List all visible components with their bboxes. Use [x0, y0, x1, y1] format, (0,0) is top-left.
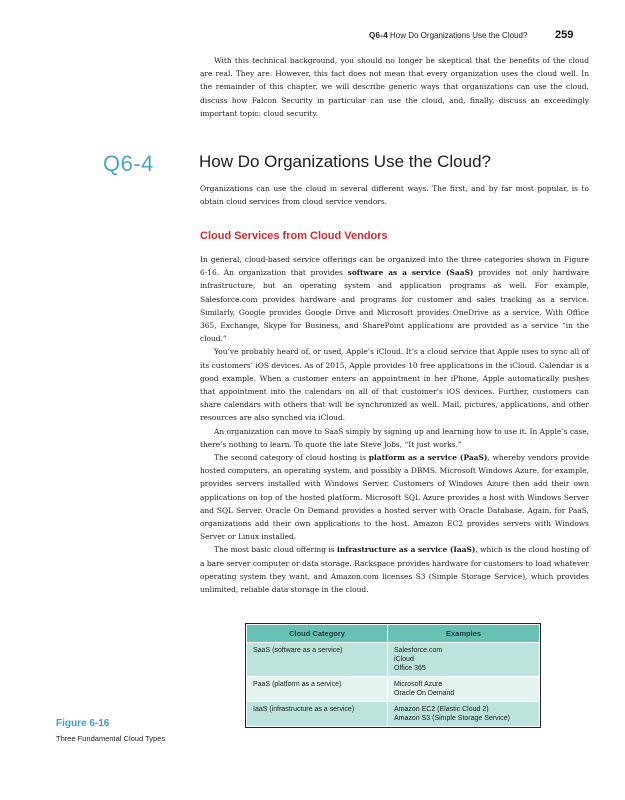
example-item: Microsoft Azure [394, 681, 443, 688]
examples-cell [388, 677, 540, 702]
section-lead-paragraph: Organizations can use the cloud in several different ways. The first, and by far most popular, is to obtain cloud services from cloud service vendors. [200, 184, 589, 207]
figure-label: Figure 6-16 [56, 718, 110, 729]
paragraph-iaas: The most basic cloud offering is infrastructure as a service (IaaS), which is the cloud hosting of a bare server computer or data storage. Rackspace provides hardware for customers to load whatever operating system they want, and Amazon.com licenses S3 (Simple Storage Service), which provides unlimited, reliable data storage in the cloud. [200, 545, 589, 595]
category-cell: IaaS (infrastructure as a service) [247, 702, 388, 727]
category-cell: SaaS (software as a service) [247, 643, 388, 677]
section-number: Q6-4 [103, 151, 154, 176]
page-number: 259 [555, 29, 574, 41]
figure-caption: Three Fundamental Cloud Types [56, 734, 166, 743]
paragraph-saas-adoption: An organization can move to SaaS simply by signing up and learning how to use it. In Apple’s case, there’s nothing to learn. To quote the late Steve Jobs, “It just works.” [200, 426, 590, 449]
column-header-examples: Examples [388, 625, 540, 643]
column-header-category: Cloud Category [247, 625, 388, 643]
cloud-types-table [246, 624, 540, 727]
table-row [247, 677, 540, 702]
table-header-row [247, 625, 540, 643]
examples-cell [388, 643, 540, 677]
category-cell: PaaS (platform as a service) [247, 677, 388, 702]
section-title: How Do Organizations Use the Cloud? [199, 152, 491, 171]
subsection-body [200, 253, 589, 596]
examples-cell [388, 702, 540, 727]
paragraph-icloud: You’ve probably heard of, or used, Apple’s iCloud. It’s a cloud service that Apple uses to sync all of its customers’ iOS devices. As of 2015, Apple provides 10 free applications in the iCloud. Calendar is a good example. When a customer enters an appointment in her iPhone, Apple automatically pushes that appointment into the calendars on all of that customer’s iOS devices. Further, customers can share calendars with others that will be synchronized as well. Mail, pictures, applications, and other resources are also synched via iCloud. [200, 347, 589, 423]
example-item: Salesforce.com [394, 647, 443, 654]
example-item: Oracle On Demand [394, 690, 455, 697]
paragraph-saas: In general, cloud-based service offerings can be organized into the three categories shown in Figure 6-16. An organization that provides software as a service (SaaS) provides not only hardware infrastructure, but an operating system and application programs as well. For example, Salesforce.com provides hardware and programs for customer and sales tracking as a service. Similarly, Google provides Google Drive and Microsoft provides OneDrive as a service. With Office 365, Exchange, Skype for Business, and SharePoint applications are provided as a service “in the cloud.” [200, 255, 589, 344]
example-item: iCloud [394, 656, 414, 663]
term-saas: software as a service (SaaS) [347, 268, 474, 278]
example-item: Amazon EC2 (Elastic Cloud 2) [394, 706, 489, 713]
table-row [247, 702, 540, 727]
term-paas: platform as a service (PaaS) [368, 453, 488, 463]
header-section-number: Q6-4 [369, 31, 388, 40]
table-row [247, 643, 540, 677]
paragraph-paas: The second category of cloud hosting is platform as a service (PaaS), whereby vendors provide hosted computers, an operating system, and possibly a DBMS. Microsoft Windows Azure, for example, provides servers installed with Windows Server. Customers of Windows Azure then add their own applications on top of the hosted platform. Microsoft SQL Azure provides a host with Windows Server and SQL Server. Oracle On Demand provides a hosted server with Oracle Database. Again, for PaaS, organizations add their own applications to the host. Amazon EC2 provides servers with Windows Server or Linux installed. [200, 453, 590, 542]
example-item: Amazon S3 (Simple Storage Service) [394, 715, 510, 722]
running-header [0, 31, 625, 45]
intro-paragraph: With this technical background, you should no longer be skeptical that the benefits of the cloud are real. They are. However, this fact does not mean that every organization uses the cloud well. In the remainder of this chapter, we will describe generic ways that organizations can use the cloud, discuss how Falcon Security in particular can use the cloud, and, finally, discuss an exceedingly important topic: cloud security. [200, 56, 589, 118]
subsection-heading: Cloud Services from Cloud Vendors [200, 230, 388, 242]
example-item: Office 365 [394, 665, 426, 672]
header-section-title: How Do Organizations Use the Cloud? [390, 31, 528, 40]
term-iaas: infrastructure as a service (IaaS) [337, 545, 476, 555]
